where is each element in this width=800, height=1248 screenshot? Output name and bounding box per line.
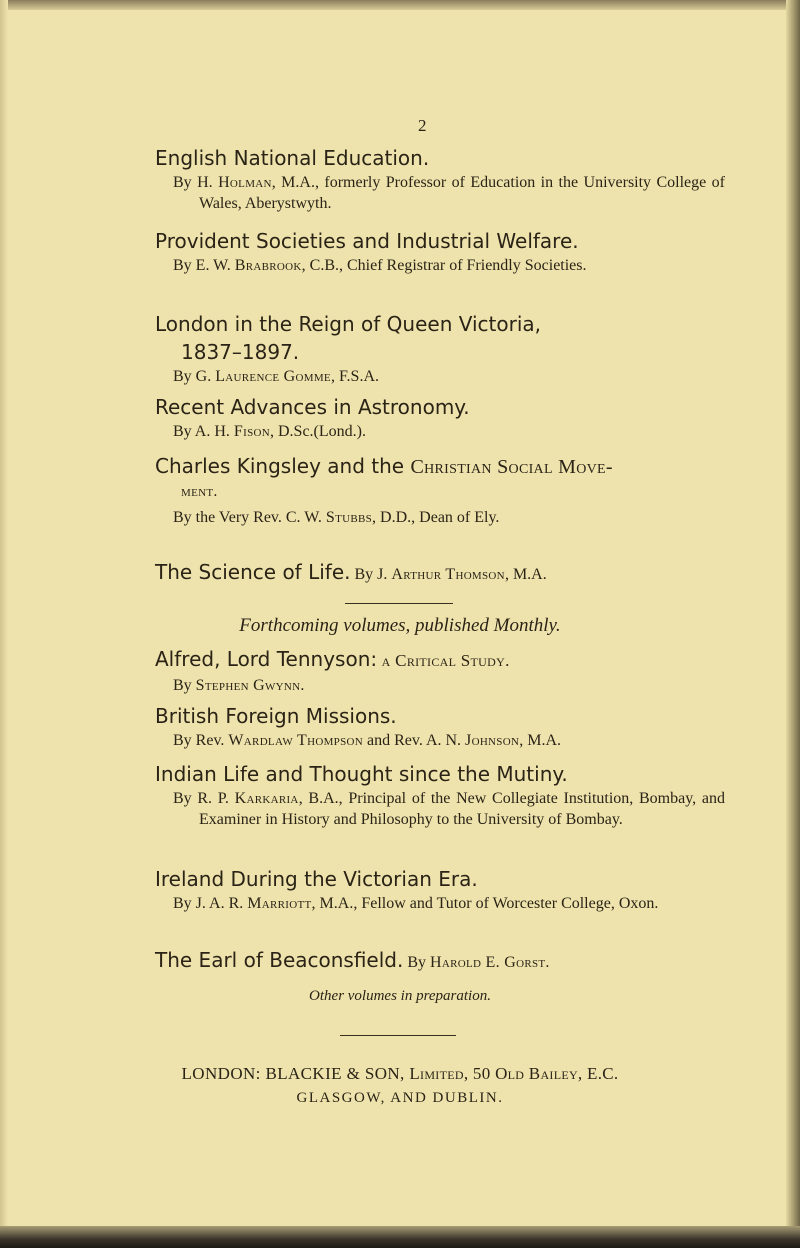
book-title-continued: ment.	[181, 483, 218, 500]
book-entry	[155, 144, 725, 214]
forthcoming-entry	[155, 760, 725, 830]
book-entry	[155, 393, 725, 442]
book-title-continued: 1837–1897.	[181, 340, 300, 364]
page-bottom-edge	[0, 1226, 800, 1248]
book-title: London in the Reign of Queen Victoria,	[155, 312, 541, 336]
other-volumes-note: Other volumes in preparation.	[309, 988, 491, 1004]
forthcoming-entry	[155, 645, 725, 696]
book-title: The Earl of Beaconsfield. By Harold E. Gorst.	[155, 948, 550, 972]
publisher-cities: GLASGOW, AND DUBLIN.	[296, 1090, 504, 1106]
book-title: English National Education.	[155, 146, 430, 170]
author-name: Johnson	[465, 732, 520, 749]
forthcoming-heading: Forthcoming volumes, published Monthly.	[239, 615, 561, 636]
author-name: Marriott	[247, 895, 312, 912]
book-byline: By H. Holman, M.A., formerly Professor of Education in the University College of Wales, Aberystwyth.	[173, 174, 725, 212]
author-name: Brabrook	[234, 257, 302, 274]
book-byline: By J. A. R. Marriott, M.A., Fellow and Tutor of Worcester College, Oxon.	[173, 895, 659, 912]
book-title: The Science of Life. By J. Arthur Thomson, M.A.	[155, 560, 547, 584]
book-entry	[155, 227, 725, 276]
divider-rule	[345, 603, 453, 604]
author-name: Holman	[218, 174, 272, 191]
book-byline: By G. Laurence Gomme, F.S.A.	[173, 368, 380, 385]
book-title: British Foreign Missions.	[155, 704, 397, 728]
book-byline: By the Very Rev. C. W. Stubbs, D.D., Dean of Ely.	[173, 509, 500, 526]
book-byline: By E. W. Brabrook, C.B., Chief Registrar of Friendly Societies.	[173, 257, 587, 274]
book-entry	[155, 558, 725, 589]
author-name: Stephen Gwynn	[195, 677, 301, 694]
book-byline: By J. Arthur Thomson, M.A.	[350, 566, 547, 583]
author-name: Laurence Gomme	[215, 368, 331, 385]
book-entry	[155, 310, 725, 387]
author-name: Karkaria	[234, 790, 299, 807]
book-title: Indian Life and Thought since the Mutiny.	[155, 762, 568, 786]
page-top-edge	[0, 0, 800, 10]
publisher-line: LONDON: BLACKIE & SON, Limited, 50 Old Bailey, E.C.	[181, 1064, 619, 1083]
book-byline: By Stephen Gwynn.	[173, 677, 305, 694]
book-title: Ireland During the Victorian Era.	[155, 867, 478, 891]
divider-rule	[340, 1035, 456, 1036]
forthcoming-entry	[155, 865, 725, 914]
book-byline: By Rev. Wardlaw Thompson and Rev. A. N. Johnson, M.A.	[173, 732, 561, 749]
book-title: Recent Advances in Astronomy.	[155, 395, 470, 419]
forthcoming-entry	[155, 702, 725, 751]
author-name: Wardlaw Thompson	[228, 732, 363, 749]
forthcoming-entry	[155, 946, 725, 977]
author-name: Stubbs	[325, 509, 373, 526]
author-name: Fison	[233, 423, 270, 440]
book-byline: By A. H. Fison, D.Sc.(Lond.).	[173, 423, 366, 440]
book-title: Charles Kingsley and the Christian Social Move-	[155, 454, 613, 478]
author-name: Arthur Thomson	[391, 566, 505, 583]
book-entry	[155, 452, 725, 528]
page-number: 2	[418, 116, 427, 135]
book-byline: By Harold E. Gorst.	[403, 954, 550, 971]
book-title: Alfred, Lord Tennyson: a Critical Study.	[155, 647, 510, 671]
author-name: Harold E. Gorst	[430, 954, 546, 971]
book-title: Provident Societies and Industrial Welfare.	[155, 229, 579, 253]
book-byline: By R. P. Karkaria, B.A., Principal of the New Collegiate Institution, Bombay, and Examiner in History and Philosophy to the University of Bombay.	[173, 790, 725, 828]
